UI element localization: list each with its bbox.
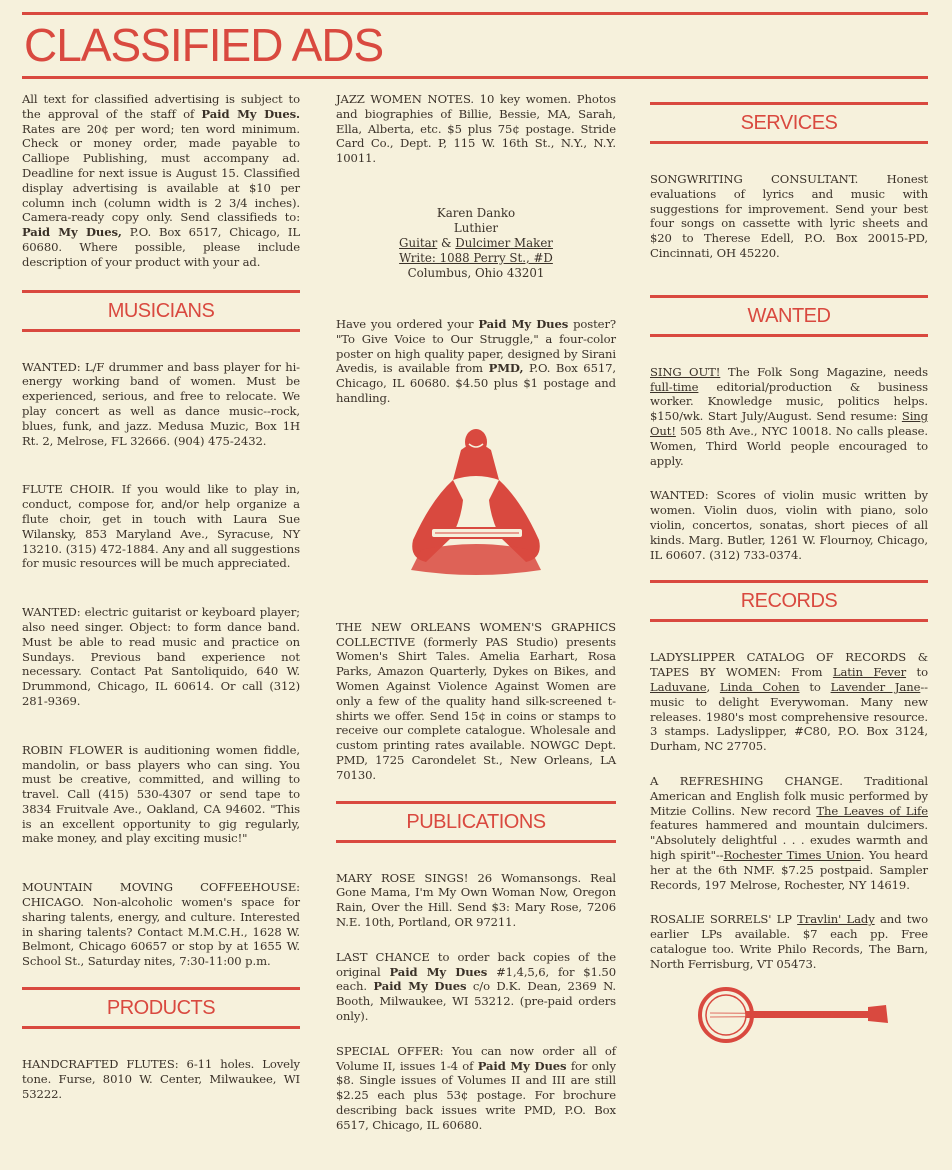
intro-pmd: Paid My Dues,	[22, 225, 122, 240]
karen-city: Columbus, Ohio 43201	[407, 265, 545, 280]
special-text-part: SPECIAL OFFER: You can now order all of Volume II, issues 1-4 of	[336, 1043, 616, 1073]
top-rule	[22, 12, 928, 15]
ladyslipper-text-part: ,	[706, 679, 720, 694]
special-text-part: for only $8. Single issues of Volumes II and III are still $2.25 each plus 53¢ postage. For brochure describing back issues write PMD, P.O. Box 6517, Chicago, IL 60680.	[336, 1058, 616, 1132]
karen-guitar: Guitar	[399, 235, 438, 250]
banjo-illustration	[690, 985, 890, 1045]
section-title-publications: PUBLICATIONS	[406, 810, 546, 833]
ad-guitarist: WANTED: electric guitarist or keyboard player; also need singer. Object: to form dance band. Must be able to read music and practice on Sundays. Previous band experience not necessary. Contact Pat Santoliquido, 640 W. Drummond, Chicago, IL 60614. Or call (312) 281-9369.	[22, 605, 300, 708]
intro-pmd: Paid My Dues.	[201, 106, 300, 121]
rosalie-text-part: ROSALIE SORRELS' LP	[650, 912, 798, 927]
ladyslipper-text-part: to	[906, 665, 928, 680]
karen-trade	[336, 236, 616, 251]
section-title-wanted: WANTED	[747, 304, 831, 327]
intro-text-part: Rates are 20¢ per word; ten word minimum. Check or money order, made payable to Calliope Publishing, must accompany ad. Deadline for next issue is August 15. Classified display advertising is available at $10 per column inch (column width is 2 3/4 inches). Camera-ready copy only. Send classifieds to:	[22, 121, 300, 225]
singout-title: SING OUT!	[650, 364, 721, 379]
section-wanted	[650, 295, 928, 337]
poster-text-part: Have you ordered your	[336, 316, 479, 331]
section-title-products: PRODUCTS	[106, 997, 216, 1020]
poster-pmd: Paid My Dues	[478, 316, 569, 331]
ad-sing-out	[650, 365, 928, 469]
karen-address: Write: 1088 Perry St., #D	[399, 250, 553, 265]
woman-playing-dulcimer-illustration	[391, 420, 561, 580]
ad-songwriting: SONGWRITING CONSULTANT. Honest evaluations of lyrics and music with suggestions for improvement. Send your best four songs on cassette with lyric sheets and $20 to Therese Edell, P.O. Box 20015-PD, Cincinnati, OH 45220.	[650, 172, 928, 260]
ad-jazz-women: JAZZ WOMEN NOTES. 10 key women. Photos and biographies of Billie, Bessie, MA, Sarah, Ella, Alberta, etc. $5 plus 75¢ postage. Stride Card Co., Dept. P, 115 W. 16th St., N.Y., N.Y. 10011.	[336, 92, 616, 166]
karen-maker: Maker	[510, 235, 553, 250]
section-records	[650, 580, 928, 622]
ad-mary-rose: MARY ROSE SINGS! 26 Womansongs. Real Gone Mama, I'm My Own Woman Now, Oregon Rain, Over the Hill. Send $3: Mary Rose, 7206 N.E. 10th, Portland, OR 97211.	[336, 870, 616, 929]
section-rule	[650, 141, 928, 144]
ad-flute-choir: FLUTE CHOIR. If you would like to play in, conduct, compose for, and/or help organize a flute choir, get in touch with Laura Sue Wilansky, 853 Maryland Ave., Syracuse, NY 13210. (315) 472-1884. Any and all suggestions for music resources will be much appreciated.	[22, 482, 300, 571]
last-pmd: Paid My Dues	[389, 964, 488, 979]
poster-text-part: poster? "To Give Voice to Our Struggle," a four-color poster on high quality paper, designed by Sirani Avedis, is available from	[336, 316, 616, 376]
last-text-part: c/o D.K. Dean, 2369 N. Booth, Milwaukee, WI 53212. (pre-paid orders only).	[336, 979, 617, 1023]
last-text-part: #1,4,5,6, for $1.50 each.	[336, 964, 616, 994]
ad-violin-scores: WANTED: Scores of violin music written by women. Violin duos, violin with piano, solo violin, concertos, sonatas, short pieces of all kinds. Marg. Butler, 1261 W. Flournoy, Chicago, IL 60607. (312) 733-0374.	[650, 488, 928, 562]
refreshing-text-part: features hammered and mountain dulcimers. "Absolutely delightful . . . exudes warmth and high spirit"--	[650, 818, 928, 862]
singout-text-part: The Folk Song Magazine, needs	[720, 364, 928, 379]
ad-robin-flower: ROBIN FLOWER is auditioning women fiddle, mandolin, or bass players who can sing. You must be creative, committed, and willing to travel. Call (415) 530-4307 or send tape to 3834 Fruitvale Ave., Oakland, CA 94602. "This is an excellent opportunity to gig regularly, make money, and play exciting music!"	[22, 742, 300, 846]
intro-text-part: P.O. Box 6517, Chicago, IL 60680. Where possible, please include description of your product with your ad.	[22, 225, 300, 269]
ladyslipper-title: Latin Fever	[832, 665, 907, 680]
singout-text-part: 505 8th Ave., NYC 10018. No calls please. Women, Third World people encouraged to apply.	[650, 423, 928, 468]
ladyslipper-title: Lavender Jane	[830, 679, 921, 694]
rosalie-text-part: and two earlier LPs available. $7 each pp. Free catalogue too. Write Philo Records, The Barn, North Ferrisburg, VT 05473.	[650, 912, 929, 971]
ad-special-offer	[336, 1044, 616, 1133]
title-underline-rule	[22, 76, 928, 79]
rosalie-title: Travlin' Lady	[797, 912, 875, 927]
singout-text-part: editorial/production & business worker. Knowledge music, politics helps. $150/wk. Start July/August. Send resume:	[650, 379, 928, 424]
ladyslipper-title: Linda Cohen	[719, 679, 800, 694]
last-pmd: Paid My Dues	[373, 979, 467, 994]
section-title-records: RECORDS	[740, 590, 838, 613]
column-right	[650, 92, 928, 1045]
ad-last-chance	[336, 950, 616, 1024]
ad-drummer: WANTED: L/F drummer and bass player for hi-energy working band of women. Must be experienced, serious, and free to relocate. We play concert as well as dance music--rock, blues, funk, and jazz. Medusa Muzic, Box 1H Rt. 2, Melrose, FL 32666. (904) 475-2432.	[22, 359, 300, 448]
intro-text-part: All text for classified advertising is subject to the approval of the staff of	[22, 92, 300, 121]
column-left	[22, 92, 300, 1135]
poster-text-part: P.O. Box 6517, Chicago, IL 60680. $4.50 plus $1 postage and handling.	[336, 361, 616, 405]
section-services	[650, 102, 928, 144]
refreshing-title: The Leaves of Life	[816, 803, 928, 818]
refreshing-source: Rochester Times Union	[723, 847, 861, 862]
ladyslipper-title: Laduvane	[650, 679, 707, 694]
ad-graphics-collective: THE NEW ORLEANS WOMEN'S GRAPHICS COLLECTIVE (formerly PAS Studio) presents Women's Shirt Tales. Amelia Earhart, Rosa Parks, Amazon Quarterly, Dykes on Bikes, and Women Against Violence Against Women are only a few of the quality hand silk-screened t-shirts we offer. Send 15¢ in coins or stamps to receive our complete catalogue. Wholesale and custom printing rates available. NOWGC Dept. PMD, 1725 Carondelet St., New Orleans, LA 70130.	[336, 619, 616, 782]
ad-handcrafted-flutes: HANDCRAFTED FLUTES: 6-11 holes. Lovely tone. Furse, 8010 W. Center, Milwaukee, WI 53222.	[22, 1057, 300, 1101]
refreshing-text-part: A REFRESHING CHANGE. Traditional American and English folk music performed by Mitzie Collins. New record	[650, 773, 928, 818]
ad-refreshing-change	[650, 774, 928, 892]
ad-ladyslipper	[650, 650, 928, 754]
section-rule	[22, 1026, 300, 1029]
section-publications	[336, 801, 616, 843]
section-rule	[650, 334, 928, 337]
ladyslipper-text-part: --music to delight Everywoman. Many new releases. 1980's most comprehensive resource. 3 stamps. Ladyslipper, #C80, P.O. Box 3124, Durham, NC 27705.	[650, 679, 928, 754]
ad-poster	[336, 317, 616, 406]
section-rule	[650, 619, 928, 622]
intro-text	[22, 92, 300, 270]
karen-dulcimer: Dulcimer	[455, 235, 511, 250]
karen-name: Karen Danko	[436, 205, 516, 220]
section-products	[22, 987, 300, 1029]
ladyslipper-text-part: LADYSLIPPER CATALOG OF RECORDS & TAPES BY WOMEN: From	[650, 650, 928, 680]
ad-karen-danko	[336, 206, 616, 281]
refreshing-text-part: . You heard her at the 6th NMF. $7.25 postpaid. Sampler Records, 197 Melrose, Rochester, NY 14619.	[650, 847, 928, 892]
section-rule	[336, 840, 616, 843]
ad-rosalie-sorrels	[650, 912, 928, 971]
singout-title: Sing Out!	[650, 409, 928, 438]
ad-coffeehouse: MOUNTAIN MOVING COFFEEHOUSE: CHICAGO. Non-alcoholic women's space for sharing talents, energy, and culture. Interested in sharing talents? Contact M.M.C.H., 1628 W. Belmont, Chicago 60657 or stop by at 1655 W. School St., Saturday nites, 7:30-11:00 p.m.	[22, 880, 300, 969]
ladyslipper-text-part: to	[799, 679, 831, 694]
section-rule	[22, 329, 300, 332]
poster-pmd: PMD,	[488, 361, 524, 376]
section-musicians	[22, 290, 300, 332]
page-title: CLASSIFIED ADS	[24, 19, 384, 71]
special-pmd: Paid My Dues	[477, 1058, 567, 1073]
column-middle	[336, 92, 616, 1166]
karen-role: Luthier	[453, 220, 499, 235]
singout-fulltime: full-time	[650, 379, 699, 394]
last-text-part: LAST CHANCE to order back copies of the original	[336, 949, 616, 979]
karen-amp: &	[437, 235, 456, 250]
section-title-services: SERVICES	[740, 112, 838, 134]
section-title-musicians: MUSICIANS	[107, 299, 215, 322]
